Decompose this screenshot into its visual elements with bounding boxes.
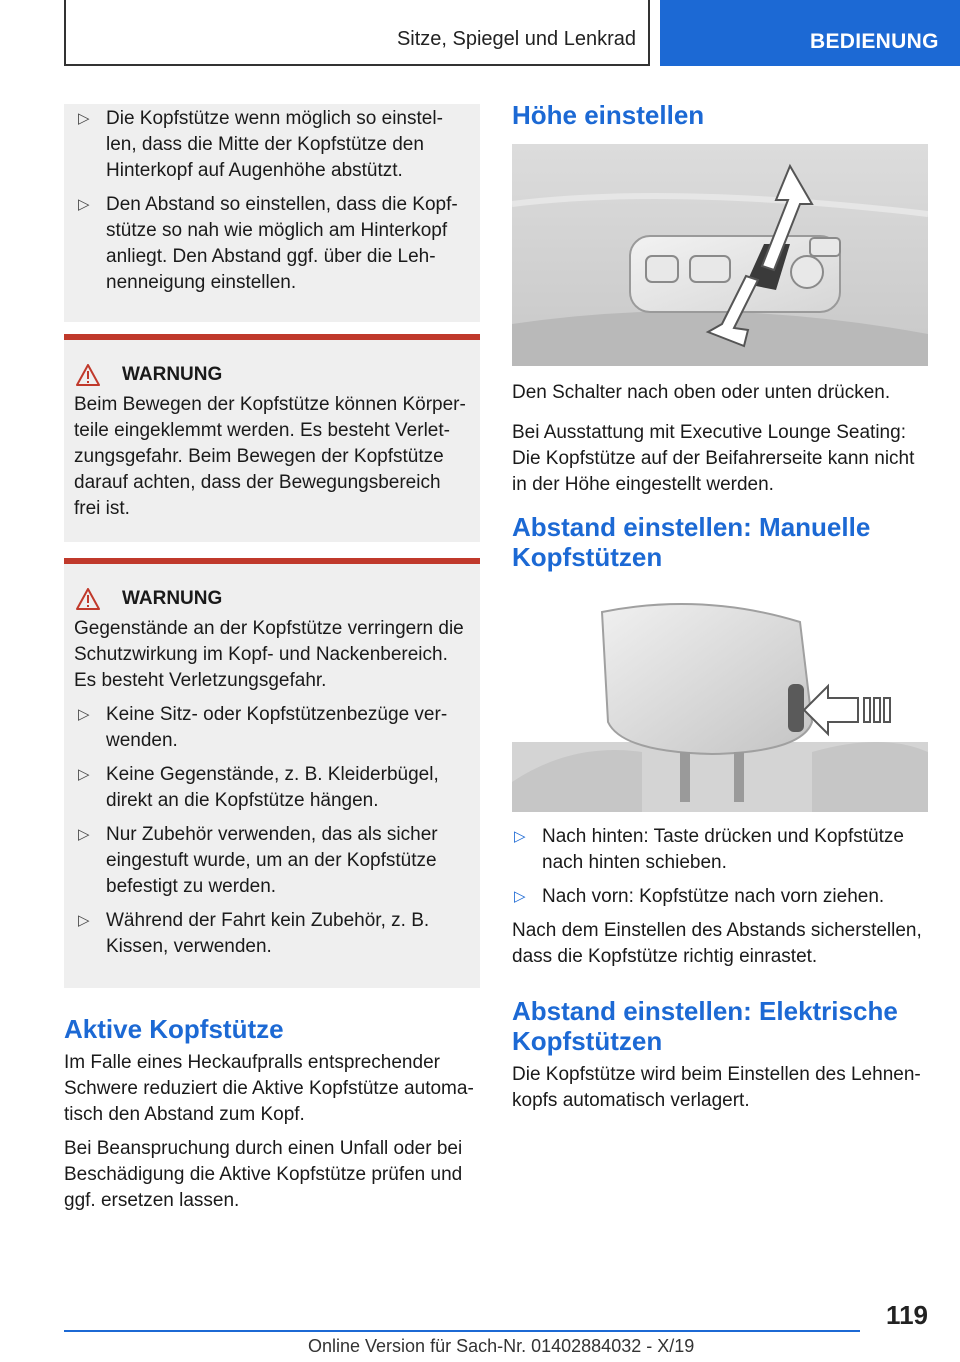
paragraph: Den Schalter nach oben oder unten drücken. xyxy=(512,382,891,403)
bullet-triangle-icon: ▷ xyxy=(78,766,90,783)
paragraph: Die Kopfstütze wird beim Einstellen des Lehnenkopfs automatisch verlagert. xyxy=(512,1064,921,1111)
warning-bullet-list xyxy=(64,702,470,960)
list-item: ▷ Den Abstand so einstellen, dass die Kopfstütze so nah wie möglich am Hinterkopf anliegt. Den Abstand ggf. über die Lehnenneigung einstellen. xyxy=(78,194,458,293)
bullet-triangle-icon: ▷ xyxy=(78,706,90,723)
bullet-triangle-icon: ▷ xyxy=(78,912,90,929)
left-column xyxy=(64,104,480,1222)
list-item: ▷ Nach vorn: Kopfstütze nach vorn ziehen. xyxy=(512,884,928,910)
chapter-tab-label: BEDIENUNG xyxy=(810,30,939,53)
list-item: ▷ Nur Zubehör verwenden, das als sicher eingestuft wurde, um an der Kopfstütze befestigt zu werden. xyxy=(78,824,438,897)
seat-switch-illustration xyxy=(512,144,928,366)
bullet-triangle-icon: ▷ xyxy=(514,828,526,845)
bullet-triangle-icon: ▷ xyxy=(78,110,90,127)
heading-electric-headrest: Abstand einstellen: Elektrische Kopfstützen xyxy=(512,996,898,1056)
paragraph: Bei Beanspruchung durch einen Unfall oder bei Beschädigung die Aktive Kopfstütze prüfen und ggf. ersetzen lassen. xyxy=(64,1138,463,1211)
warning-title: WARNUNG xyxy=(74,364,470,386)
warning-triangle-icon xyxy=(76,588,100,610)
chapter-tab[interactable] xyxy=(660,0,960,66)
header-section-box xyxy=(64,0,650,66)
right-column xyxy=(512,100,928,1122)
paragraph: Bei Ausstattung mit Executive Lounge Seating: Die Kopfstütze auf der Beifahrerseite kann nicht in der Höhe eingestellt werden. xyxy=(512,422,915,495)
paragraph: Im Falle eines Heckaufpralls entsprechender Schwere reduziert die Aktive Kopfstütze automatisch den Abstand zum Kopf. xyxy=(64,1052,474,1125)
section-title: Sitze, Spiegel und Lenkrad xyxy=(396,28,636,50)
heading-manual-headrest: Abstand einstellen: Manuelle Kopfstützen xyxy=(512,512,871,572)
list-item: ▷ Keine Sitz- oder Kopfstützenbezüge verwenden. xyxy=(78,704,448,751)
seat-switch-image xyxy=(512,144,928,366)
list-item: ▷ Die Kopfstütze wenn möglich so einstellen, dass die Mitte der Kopfstütze den Hinterkopf auf Augenhöhe abstützt. xyxy=(78,108,443,181)
headrest-illustration xyxy=(512,592,928,812)
headrest-image xyxy=(512,592,928,812)
warning-box-objects xyxy=(64,558,480,988)
warning-triangle-icon xyxy=(76,364,100,386)
heading-active-headrest: Aktive Kopfstütze xyxy=(64,1014,284,1044)
bullet-triangle-icon: ▷ xyxy=(78,196,90,213)
heading-height-adjust: Höhe einstellen xyxy=(512,100,705,130)
list-item: ▷ Keine Gegenstände, z. B. Kleiderbügel, direkt an die Kopfstütze hängen. xyxy=(78,764,439,811)
warning-box-pinching xyxy=(64,334,480,542)
bullet-triangle-icon: ▷ xyxy=(78,826,90,843)
paragraph: Nach dem Einstellen des Abstands sicherstellen, dass die Kopfstütze richtig einrastet. xyxy=(512,920,922,967)
bullet-triangle-icon: ▷ xyxy=(514,888,526,905)
page-number: 119 xyxy=(886,1300,928,1330)
manual-bullet-list xyxy=(512,824,928,910)
page-header xyxy=(0,0,960,66)
intro-bullet-box xyxy=(64,104,480,322)
list-item: ▷ Nach hinten: Taste drücken und Kopfstütze nach hinten schieben. xyxy=(514,826,904,873)
footer-divider xyxy=(64,1330,860,1332)
warning-text: Beim Bewegen der Kopfstütze können Körperteile eingeklemmt werden. Es besteht Verletzungsgefahr. Beim Bewegen der Kopfstütze darauf achten, dass der Bewegungsbereich frei ist. xyxy=(74,394,466,519)
intro-bullet-list xyxy=(64,106,480,296)
warning-title: WARNUNG xyxy=(74,588,470,610)
online-version-note: Online Version für Sach-Nr. 01402884032 - X/19 xyxy=(308,1336,695,1356)
warning-text: Gegenstände an der Kopfstütze verringern die Schutzwirkung im Kopf- und Nackenbereich. Es besteht Verletzungsgefahr. xyxy=(74,618,464,691)
list-item: ▷ Während der Fahrt kein Zubehör, z. B. Kissen, verwenden. xyxy=(78,910,430,957)
